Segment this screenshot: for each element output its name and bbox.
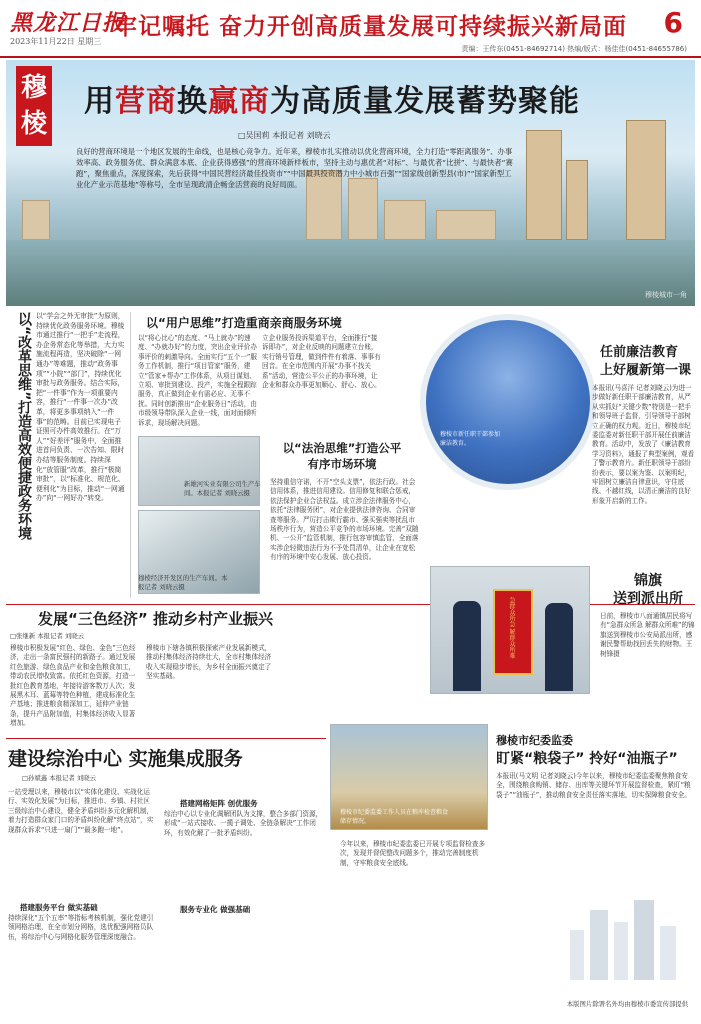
granary-photo-caption: 穆棱市纪委监委工作人员在粮库检查粮食储存情况。 [340,809,449,825]
law-thinking-title: 以“法治思维”打造公平有序市场环境 [282,441,402,471]
hero-byline: □吴国莉 本报记者 刘晓云 [238,131,331,140]
center-body-3: 综治中心以专业化调解团队为支撑，整合多部门资源，形成“一站式接收、一揽子调处、全链条解决”工作闭环，有效化解了一批矛盾纠纷。 [164,810,323,837]
building-shape [384,200,426,240]
column-divider [130,312,131,598]
building-shape [22,200,50,240]
tower-shape [626,120,666,240]
building-shape [436,210,496,240]
center-body-2: 持续深化“五个五率”等指标考核机制，强化党建引领网格治理，在全市划分网格，选优配强网格员队伍，将综治中心与网格化服务管理深度融合。 [8,914,154,941]
economy-title: 发展“三色经济” 推动乡村产业振兴 [38,610,273,628]
tower-shape [526,130,562,240]
hero-section [6,60,695,306]
headline-part: 用 [84,84,115,119]
meeting-photo-caption: 穆棱市新任职干部参加廉洁教育。 [440,431,501,447]
inspect-body: 本报讯(马文明 记者刘晓云)今年以来，穆棱市纪委监委聚焦粮食安全，围绕粮食购销、储存、出库等关键环节开展监督检查，紧盯“粮袋子”“油瓶子”，推动粮食安全责任落实落地，切实保障粮食安全。 [496,772,691,799]
illustration-building [660,926,676,980]
headline-part: 换 [177,84,208,119]
flag-title-line: 锦旗 [634,573,662,589]
center-body: 一站受理以来，穆棱市以“实体化建设、实战化运行、实效化发展”为目标，推进市、乡镇、村社区三级综治中心建设，健全矛盾纠纷多元化解机制，着力打造群众家门口的矛盾纠纷化解“终点站”，实现群众诉求“只进一扇门”“最多跑一地”。 [8,788,154,834]
masthead [0,0,701,58]
headline-part: 为高质量发展蓄势聚能 [270,84,580,119]
cadre-title-line: 上好履新第一课 [600,363,692,378]
flag-caption: 日前，穆棱市八面通镇居民将写有“急群众所急 解群众所难”的锦旗送到穆棱市公安局派出所，感谢民警帮助找回丢失的财物。王树锋摄 [600,612,695,658]
inspect-title-line2: 盯紧“粮袋子” 拎好“油瓶子” [496,751,678,767]
cadre-title [600,344,691,380]
illustration-building [590,910,608,980]
flag-title [604,572,692,608]
newspaper-logo: 黑龙江日报 [10,10,126,36]
center-title: 建设综治中心 实施集成服务 [8,748,243,770]
tower-shape [566,160,588,240]
headline-highlight: 赢商 [208,84,270,119]
illustration-building [570,930,584,980]
economy-body-2: 穆棱市下辖各镇积极探索产业发展新模式，推动村集体经济持续壮大，全市村集体经济收入实现稳步增长，为乡村全面振兴奠定了坚实基础。 [146,644,272,681]
center-subhead: 搭建服务平台 做实基础 [20,903,98,912]
inspect-title-line1: 穆棱市纪委监委 [496,734,573,747]
illustration-building [614,922,628,980]
inspect-body-2: 今年以来，穆棱市纪委监委已开展专项监督检查多次，发现并督促整改问题多个，推动完善制度机制，守牢粮食安全底线。 [340,840,486,867]
cadre-title-line: 任前廉洁教育 [600,345,679,360]
hero-photo-caption: 穆棱城市一角 [645,291,687,299]
flag-photo [430,566,590,694]
region-badge: 穆棱 [16,66,52,146]
hero-intro: 良好的营商环境是一个地区发展的生命线，也是核心竞争力。近年来，穆棱市扎实推动以优化营商环境，全力打造“零距离服务”、办事效率高、政务服务优、群众满意本底、企业获得感强”的营商环境新样板市，坚持主动与惠优者“对标”、与最优者“比拼”、与最快者“赛跑”，聚焦重点，深度探索，先后获得“中国民营经济最佳投资市”“中国最具投资潜力中小城市百强”“国家级创新型县(市)”“国家新型工业化产业示范基地”等称号，全市呈现政清企畅金活营商的良好局面。 [76,147,513,189]
footer-credit: 本版图片除署名外均由穆棱市委宣传部提供 [566,1000,689,1008]
economy-body: 穆棱市积极发展“红色、绿色、金色”三色经济，走出一条富民强村的新路子。通过发展红色旅游、绿色食品产业和金色粮食加工，带动农民增收致富。依托红色资源，打造一批红色教育基地，年接待游客数万人次；发展黑木耳、蓝莓等特色种植，建成标准化生产基地；推进粮食精深加工，延伸产业链条，提升产品附加值，村集体经济收入显著增加。 [10,644,136,728]
center-subhead: 搭建网格矩阵 创优服务 [180,799,258,808]
flag-title-line: 送到派出所 [613,591,683,607]
flag-text: 急群众所急 解群众所难 [508,597,515,659]
illustration-building [634,900,654,980]
center-subhead: 服务专业化 做强基础 [180,905,251,914]
police-officer-figure [545,603,573,691]
police-officer-figure [453,601,481,691]
factory-photo-caption: 穆棱经济开发区的生产车间。本报记者 刘晓云摄 [138,574,228,591]
river-reflection [6,240,695,306]
cityscape-illustration [560,870,695,990]
issue-date: 2023年11月22日 星期三 [10,37,102,46]
reform-title: 以“改革思维”打造高效便捷政务环境 [16,312,32,541]
reform-article [6,312,126,598]
editor-credit: 责编：王传东(0451-84692714) 热编/版式：杨佳佳(0451-84655786) [461,45,687,53]
section-divider [6,604,695,605]
center-byline: □孙斌鑫 本报记者 刘晓云 [22,774,97,782]
user-thinking-title: 以“用户思维”打造重商亲商服务环境 [146,316,342,330]
cadre-body: 本报讯(马喜洋 记者刘晓云)为进一步做好新任职干部廉洁教育，从严从实抓好“关键少数”特别是一把手和领导班子监督，引导领导干部树立正确的权力观。近日，穆棱市纪委监委对新任职干部开展任前廉洁教育。活动中，发放了《廉洁教育学习资料》，通报了典型案例，观看了警示教育片。新任职领导干部纷纷表示，要以案为鉴、以案明纪，牢固树立廉洁自律意识，守住底线、不越红线，以清正廉洁的良好形象开启新的工作。 [592,384,695,505]
user-thinking-body-left: 以“将心比心”的态度、“马上就办”的速度、“办就办好”的力度，突出企业评价办事评价的刺激导向。全面实行“五个一”服务工作机制，推行“项目管家”服务，建立“管家+帮办”工作体系，从项目谋划、立项、审批到建设、投产，实施全程跟踪服务，真正做到企业有需必应、无事不扰。同时创新推出“企业服务日”活动，由市级领导带队深入企业一线，面对面倾听诉求，现场解决问题。 [138,334,257,427]
law-thinking-body: 坚持重信守诺，不开“空头支票”，依法行政。社会信用体系，推进信用建设。信用修复和联合惩戒，依法保护企业合法权益。成立涉企法律服务中心，依托“法律服务团”，对企业提供法律咨询、合同审查等服务。严厉打击欺行霸市、强买强卖等扰乱市场秩序行为，营造公平竞争的市场环境。完善“双随机、一公开”监管机制，推行包容审慎监管，全面落实涉企轻微违法行为不予处罚清单，让企业在宽松有序的环境中安心发展、放心投资。 [270,478,419,562]
meeting-photo [420,314,596,490]
section-divider [6,738,326,739]
reform-body: 以“学会之外无审批”为原则，持续优化政务服务环境。穆棱市通过推行“一把手”走流程，办企务常态化等举措，大力实施流程再造，坚决破除“一网通办”等难题，推动“政务事项”“小院”“部门”，持续优化审批与政务服务。结合实际，把“一件事”作为一项重要内容，推行“一件事一次办”改革，将更多事项纳入“一件事”的范畴。目前已实现电子证照可办件高效推行。在“万人”“好差评”服务中，全面推进首问负责、一次告知、限时办结等服务制度。持续深化“放管服”改革，推行“极简审批”，以“标准化、规范化、便利化”为目标，推动“一网通办”向“一网好办”转变。 [36,312,125,503]
banner-headline: 牢记嘱托 奋力开创高质量发展可持续振兴新局面 [114,14,628,40]
workshop-photo-caption: 新雄河实业有限公司生产车间。本报记者 刘晓云摄 [184,480,261,497]
page-number: 6 [663,6,683,39]
hero-headline [84,76,580,120]
user-thinking-body-right: 立企业服务投诉渠道平台，全面推行“接诉即办”，对企业反映的问题建立台账，实行销号管理，做到件件有着落、事事有回音。在全市范围内开展“办事不找关系”活动，营造公平公正的办事环境，让企业和群众办事更加顺心、舒心、放心。 [262,334,381,390]
headline-highlight: 营商 [115,84,177,119]
flag-banner [493,589,533,675]
economy-byline: □张继新 本报记者 刘晓云 [10,632,85,640]
